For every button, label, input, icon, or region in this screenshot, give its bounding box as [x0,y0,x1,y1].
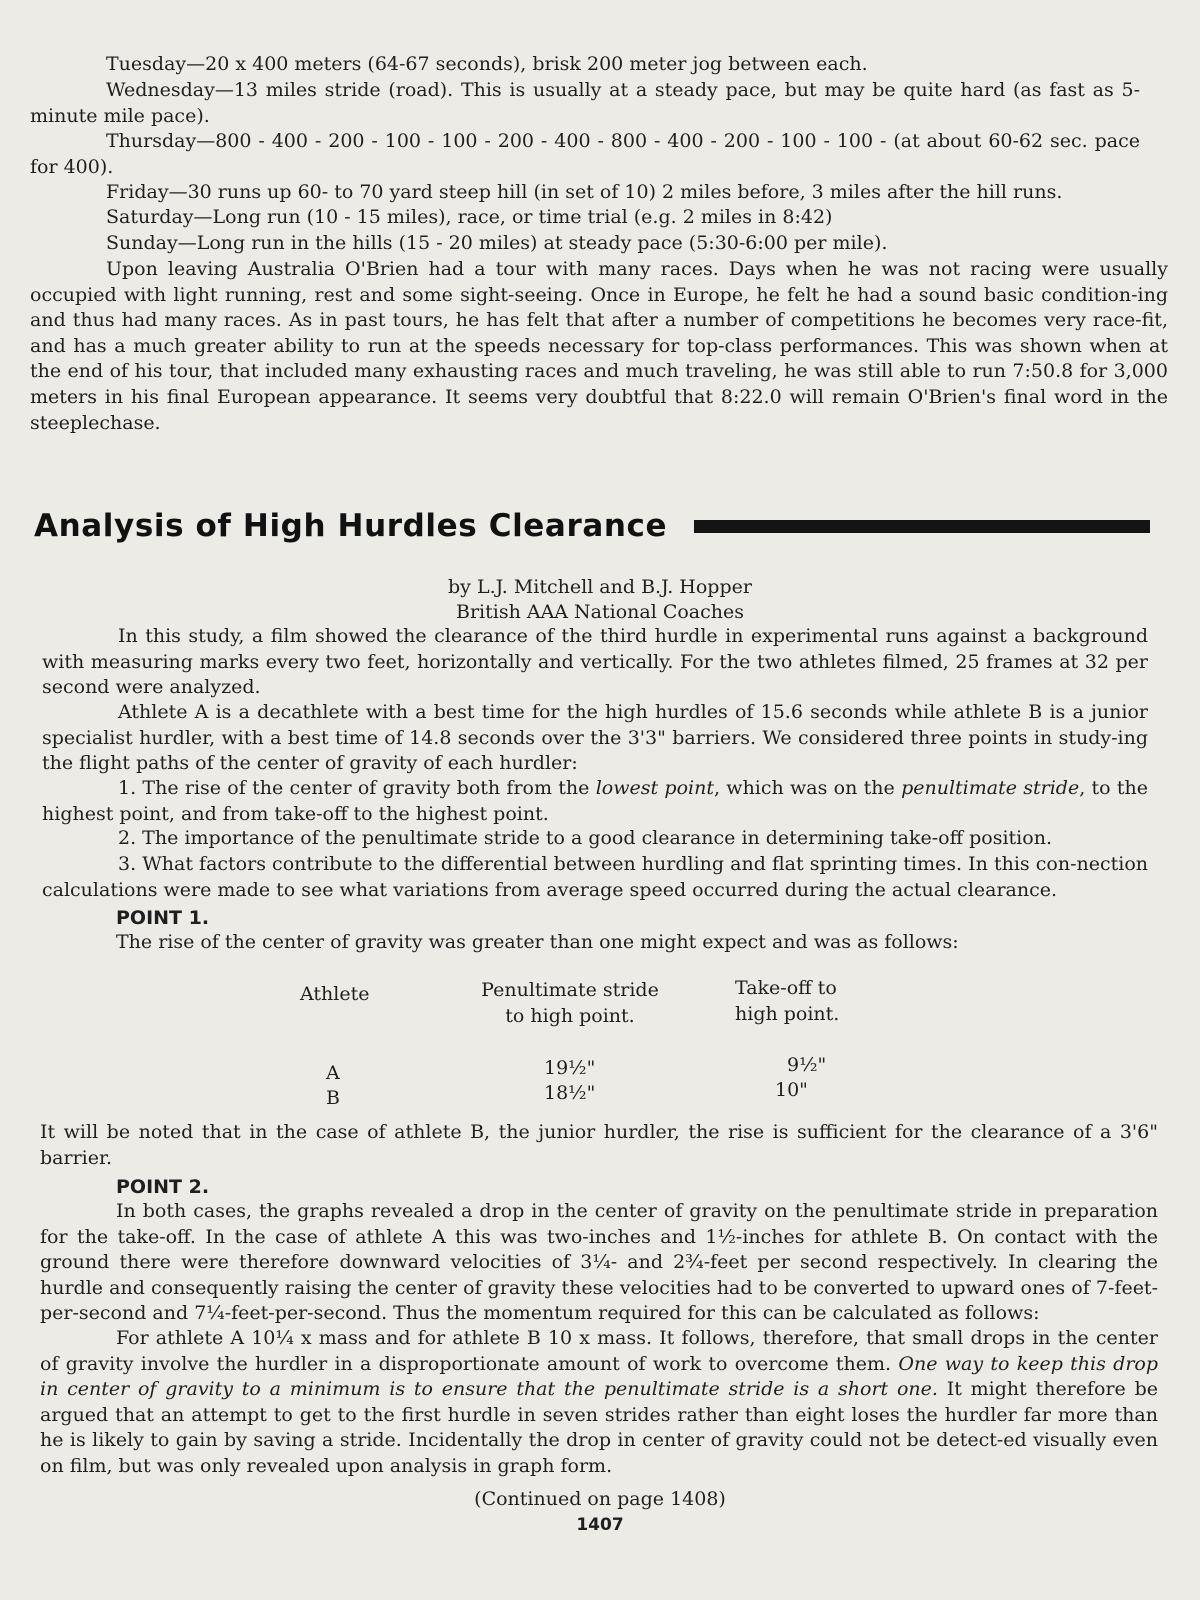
paragraph-europe-tour: Upon leaving Australia O'Brien had a tour with many races. Days when he was not racing were usually occupied with light running, rest and some sight-seeing. Once in Europe, he felt he had a sound basic condition-ing and thus had many races. As in past tours, he has felt that after a number of competitions he becomes very race-fit, and has a much greater ability to run at the speeds necessary for top-class performances. This was shown when at the end of his tour, that included many exhausting races and much traveling, he was still able to run 7:50.8 for 3,000 meters in his final European appearance. It seems very doubtful that 8:22.0 will remain O'Brien's final word in the steeplechase. [30,258,1168,434]
list-item-1: 1. The rise of the center of gravity both from the lowest point, which was on the penultimate stride, to the highest point, and from take-off to the highest point. [42,777,1149,825]
table-row-b-penultimate: 18½" [544,1082,596,1104]
paragraph-intro: In this study, a film showed the clearance of the third hurdle in experimental runs against a background with measuring marks every two feet, horizontally and vertically. For the two athletes filmed, 25 frames at 32 per second were analyzed. [42,625,1148,699]
point-1-heading: POINT 1. [116,907,210,929]
paragraph-thursday: Thursday—800 - 400 - 200 - 100 - 100 - 200 - 400 - 800 - 400 - 200 - 100 - 100 - (at about 60-62 sec. pace for 400). [30,130,1140,178]
title-rule [694,520,1150,533]
table-header-athlete: Athlete [300,983,370,1005]
point-2-paragraph-1: In both cases, the graphs revealed a drop in the center of gravity on the penultimate stride in preparation for the take-off. In the case of athlete A this was two-inches and 1½-inches for athlete B. On contact with the ground there were therefore downward velocities of 3¼- and 2¾-feet per second respectively. In clearing the hurdle and consequently raising the center of gravity these velocities had to be converted to upward ones of 7-feet-per-second and 7¼-feet-per-second. Thus the momentum required for this can be calculated as follows: [40,1200,1158,1325]
point-2-paragraph-2: For athlete A 10¼ x mass and for athlete B 10 x mass. It follows, therefore, that small drops in the center of gravity involve the hurdler in a disproportionate amount of work to overcome them. One way to keep this drop in center of gravity to a minimum is to ensure that the penultimate stride is a short one. It might therefore be argued that an attempt to get to the first hurdle in seven strides rather than eight loses the hurdler far more than he is likely to gain by saving a stride. Incidentally the drop in center of gravity could not be detect-ed visually even on film, but was only revealed upon analysis in graph form. [40,1327,1159,1477]
continued-note: (Continued on page 1408) [474,1488,726,1510]
table-row-b-takeoff: 10" [775,1079,808,1101]
list-item-3: 3. What factors contribute to the differential between hurdling and flat sprinting times. In this con-nection calculations were made to see what variations from average speed occurred during the actual clearance. [42,853,1148,901]
paragraph-sunday: Sunday—Long run in the hills (15 - 20 miles) at steady pace (5:30-6:00 per mile). [106,232,888,254]
paragraph-tuesday: Tuesday—20 x 400 meters (64-67 seconds), brisk 200 meter jog between each. [106,53,868,75]
byline-role: British AAA National Coaches [455,601,745,623]
table-header-penultimate: Penultimate stride to high point. [481,979,659,1027]
table-row-a-penultimate: 19½" [544,1057,596,1079]
page-number: 1407 [576,1515,624,1535]
list-item-2: 2. The importance of the penultimate stride to a good clearance in determining take-off position. [118,827,1052,849]
table-row-a-takeoff: 9½" [787,1054,827,1076]
point-1-text: The rise of the center of gravity was greater than one might expect and was as follows: [116,931,959,953]
byline-authors: by L.J. Mitchell and B.J. Hopper [448,576,752,598]
paragraph-saturday: Saturday—Long run (10 - 15 miles), race, or time trial (e.g. 2 miles in 8:42) [106,206,833,228]
table-row-b-athlete: B [326,1087,340,1109]
table-header-takeoff: Take-off to high point. [735,977,840,1025]
point-2-heading: POINT 2. [116,1176,210,1198]
paragraph-athletes: Athlete A is a decathlete with a best time for the high hurdles of 15.6 seconds while athlete B is a junior specialist hurdler, with a best time of 14.8 seconds over the 3'3" barriers. We considered three points in study-ing the flight paths of the center of gravity of each hurdler: [42,701,1148,775]
paragraph-wednesday: Wednesday—13 miles stride (road). This is usually at a steady pace, but may be quite hard (as fast as 5-minute mile pace). [30,79,1140,127]
article-title: Analysis of High Hurdles Clearance [34,508,668,544]
paragraph-after-table: It will be noted that in the case of athlete B, the junior hurdler, the rise is sufficient for the clearance of a 3'6" barrier. [40,1121,1158,1169]
paragraph-friday: Friday—30 runs up 60- to 70 yard steep hill (in set of 10) 2 miles before, 3 miles after the hill runs. [106,181,1063,203]
table-row-a-athlete: A [326,1062,340,1084]
